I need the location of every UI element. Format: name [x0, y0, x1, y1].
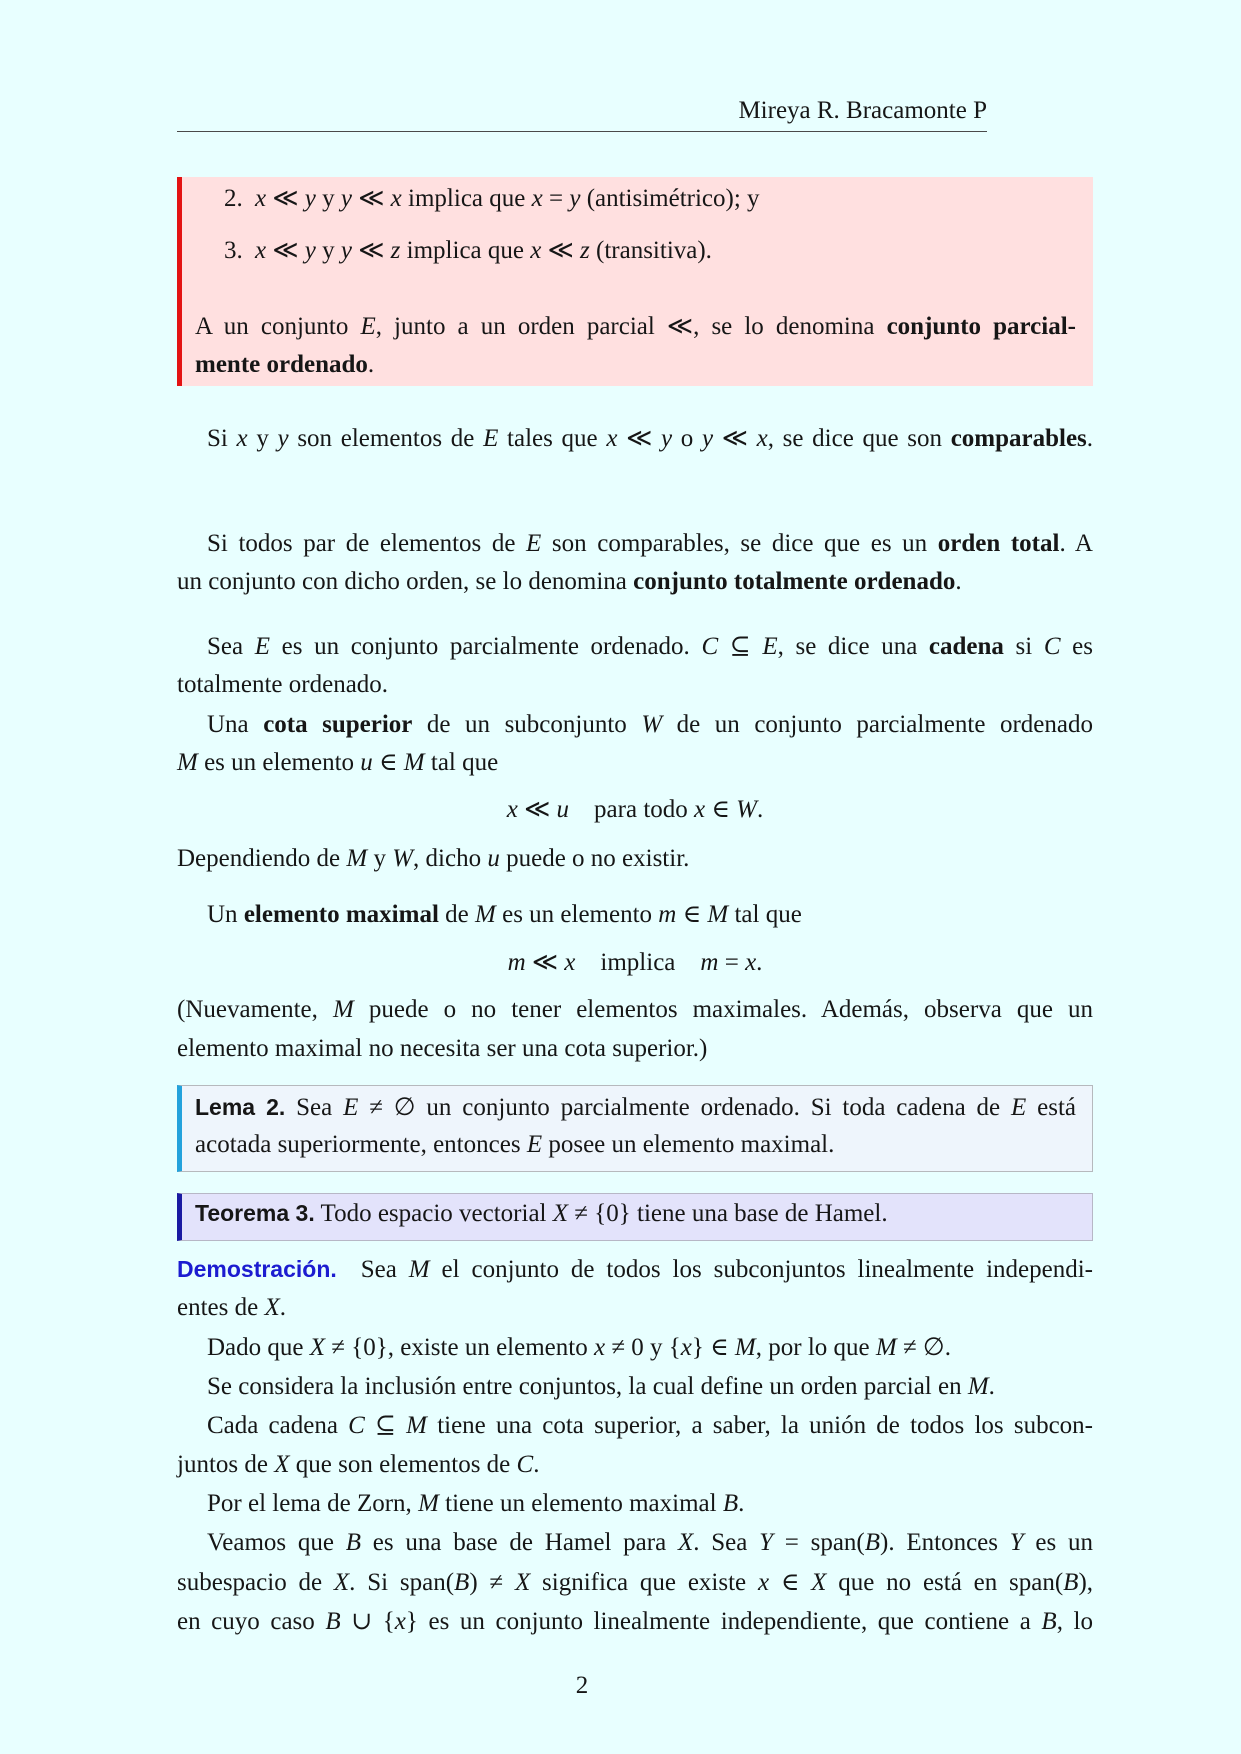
text-run: Un [207, 901, 244, 928]
text-run: = span( [772, 1529, 865, 1556]
text-run: subespacio de [177, 1569, 334, 1596]
paragraph-line [207, 421, 1093, 457]
text-run: o [672, 425, 702, 452]
text-run: ≪ [713, 425, 757, 452]
text-run: , junto a un orden parcial ≪, se lo denomina [375, 313, 887, 340]
bold-term: orden total [937, 530, 1060, 557]
text-run: . [279, 1294, 286, 1321]
text-run: . [988, 1373, 995, 1400]
page-number: 2 [575, 1672, 589, 1699]
math-variable: x [531, 185, 543, 212]
text-run: y [315, 237, 341, 264]
text-run: de [438, 901, 476, 928]
text-run: (antisimétrico); y [580, 185, 760, 212]
paragraph-line [207, 897, 1093, 933]
math-variable: M [403, 749, 425, 776]
proof-line [177, 1251, 1093, 1287]
text-run: ≪ [352, 237, 391, 264]
math-variable: X [677, 1529, 694, 1556]
text-run: Todo espacio vectorial [314, 1200, 553, 1227]
text-run: que no está en span( [826, 1569, 1064, 1596]
text-run: . Sea [693, 1529, 760, 1556]
math-variable: x [506, 796, 518, 823]
math-variable: W [392, 845, 414, 872]
math-variable: x [564, 949, 576, 976]
text-run: implica que [400, 237, 531, 264]
math-variable: x [694, 796, 706, 823]
proof-line [207, 1408, 1093, 1444]
text-run: puede o no tener elementos maximales. Además, observa que un [353, 996, 1094, 1023]
text-run: A un conjunto [195, 313, 361, 340]
math-variable: y [304, 237, 316, 264]
text-run: Dado que [207, 1334, 310, 1361]
paragraph-line [177, 1031, 1093, 1067]
proof-heading: Demostración. [177, 1256, 337, 1282]
math-variable: E [360, 313, 376, 340]
math-variable: E [343, 1094, 359, 1121]
math-variable: Y [759, 1529, 773, 1556]
text-run: totalmente ordenado. [177, 671, 389, 698]
text-run: ≠ 0 y { [605, 1334, 681, 1361]
text-run: . [367, 351, 375, 378]
text-run: Se considera la inclusión entre conjuntos, la cual define un orden parcial en [207, 1373, 968, 1400]
math-variable: B [1041, 1608, 1057, 1635]
math-variable: M [406, 1412, 427, 1439]
math-variable: x [255, 185, 267, 212]
text-run: Sea [348, 1256, 409, 1283]
text-run: , se dice que son [767, 425, 951, 452]
text-run: Sea [207, 633, 255, 660]
bold-term: conjunto parcial- [886, 313, 1076, 340]
math-variable: x [680, 1334, 692, 1361]
text-run: que son elementos de [289, 1451, 517, 1478]
math-variable: M [707, 901, 729, 928]
math-variable: X [333, 1569, 350, 1596]
text-run: . [756, 949, 763, 976]
text-run: ⊆ [718, 633, 763, 660]
math-variable: z [580, 237, 590, 264]
text-run: Una [207, 711, 264, 738]
math-variable: X [552, 1200, 569, 1227]
text-run: son comparables, se dice que es un [541, 530, 938, 557]
text-run: (transitiva). [589, 237, 712, 264]
text-run: } es un conjunto linealmente independiente, que contiene a [405, 1608, 1042, 1635]
text-run: ≠ ∅ un conjunto parcialmente ordenado. Si toda cadena de [358, 1094, 1011, 1121]
math-variable: E [762, 633, 778, 660]
text-run: tiene una cota superior, a saber, la unión de todos los subcon- [427, 1412, 1093, 1439]
math-variable: M [475, 901, 496, 928]
proof-line [177, 1565, 1093, 1601]
theorem-line [195, 1195, 1076, 1231]
text-run: puede o no existir. [499, 845, 690, 872]
text-run: , por lo que [755, 1334, 876, 1361]
math-variable: C [516, 1451, 534, 1478]
math-variable: B [722, 1490, 739, 1517]
text-run: ≪ [266, 185, 305, 212]
text-run: Veamos que [207, 1529, 346, 1556]
text-run: = [718, 949, 746, 976]
text-run: . [756, 796, 764, 823]
text-run: ). Entonces [880, 1529, 1010, 1556]
text-run: tal que [424, 749, 499, 776]
text-run: es un elemento [495, 901, 659, 928]
math-variable: E [526, 530, 542, 557]
text-run: es una base de Hamel para [361, 1529, 678, 1556]
math-variable: B [454, 1569, 470, 1596]
text-run: ∈ [705, 796, 737, 823]
math-variable: u [556, 796, 570, 823]
math-variable: M [418, 1490, 439, 1517]
paragraph-line [177, 992, 1093, 1028]
text-run: ⊆ [364, 1412, 407, 1439]
text-run: y [247, 425, 278, 452]
text-run: } ∈ [691, 1334, 735, 1361]
math-variable: X [264, 1294, 280, 1321]
text-run: ≠ {0} tiene una base de Hamel. [568, 1200, 888, 1227]
text-run: y [367, 845, 393, 872]
text-run: ∪ { [340, 1608, 395, 1635]
text-run: implica que [401, 185, 532, 212]
text-run: Si todos par de elementos de [207, 530, 527, 557]
text-run: ∈ [372, 749, 404, 776]
header-rule [177, 131, 987, 132]
text-run: ≠ ∅. [896, 1334, 951, 1361]
list-item [224, 181, 1074, 217]
definition-line [195, 309, 1076, 345]
text-run: . [533, 1451, 540, 1478]
text-run: ≪ [617, 425, 661, 452]
text-run: es un [1023, 1529, 1094, 1556]
list-item-number: 2. [224, 185, 243, 212]
math-variable: X [274, 1451, 290, 1478]
math-variable: y [660, 425, 673, 452]
text-run: en cuyo caso [177, 1608, 326, 1635]
list-item-number: 3. [224, 237, 243, 264]
text-run: para todo [569, 796, 695, 823]
paragraph-line [207, 629, 1093, 665]
text-run: entes de [177, 1294, 265, 1321]
math-variable: M [177, 749, 198, 776]
math-variable: B [1063, 1569, 1079, 1596]
list-item [224, 233, 1074, 269]
text-run: . [1086, 425, 1094, 452]
bold-term: elemento maximal [243, 901, 439, 928]
math-variable: E [1010, 1094, 1027, 1121]
math-variable: y [701, 425, 714, 452]
text-run: es [1060, 633, 1093, 660]
text-run: . [738, 1490, 745, 1517]
math-variable: y [340, 185, 352, 212]
math-variable: y [340, 237, 352, 264]
text-run: = [542, 185, 570, 212]
text-run: implica [575, 949, 701, 976]
math-variable: y [304, 185, 316, 212]
text-run: acotada superiormente, entonces [195, 1131, 527, 1158]
proof-line [207, 1330, 1093, 1366]
proof-line [207, 1369, 1093, 1405]
bold-term: conjunto totalmente ordenado [633, 568, 956, 595]
paragraph-line [177, 667, 1093, 703]
text-run: ), [1078, 1569, 1094, 1596]
math-variable: C [348, 1412, 365, 1439]
math-variable: B [345, 1529, 362, 1556]
text-run: está [1026, 1094, 1076, 1121]
definition-line [195, 347, 1076, 383]
math-variable: x [255, 237, 267, 264]
math-variable: M [875, 1334, 897, 1361]
math-variable: y [277, 425, 289, 452]
text-run: ≪ [525, 949, 565, 976]
text-run: , lo [1056, 1608, 1093, 1635]
text-run: y [315, 185, 341, 212]
text-run: ∈ [676, 901, 708, 928]
bold-term: cota superior [263, 711, 413, 738]
proof-line [177, 1290, 1093, 1326]
math-variable: x [757, 1569, 770, 1596]
text-run: ∈ [769, 1569, 812, 1596]
paragraph-line [207, 707, 1093, 743]
bold-term: comparables [950, 425, 1087, 452]
text-run: si [1003, 633, 1044, 660]
math-variable: C [701, 633, 719, 660]
math-variable: m [658, 901, 677, 928]
bold-term: mente ordenado [195, 351, 368, 378]
math-variable: u [360, 749, 373, 776]
text-run: elemento maximal no necesita ser una cota superior.) [177, 1035, 708, 1062]
math-variable: E [254, 633, 271, 660]
math-variable: E [483, 425, 499, 452]
math-variable: x [236, 425, 248, 452]
text-run: ≠ {0}, existe un elemento [325, 1334, 594, 1361]
text-run: . Si span( [349, 1569, 455, 1596]
math-variable: u [487, 845, 500, 872]
text-run: tal que [728, 901, 802, 928]
text-run: Por el lema de Zorn, [207, 1490, 419, 1517]
math-variable: x [593, 1334, 606, 1361]
proof-line [207, 1525, 1093, 1561]
list-item-text [255, 185, 760, 212]
math-variable: M [346, 845, 368, 872]
proof-line [207, 1486, 1093, 1522]
paragraph-line [177, 745, 1093, 781]
text-run: (Nuevamente, [177, 996, 333, 1023]
text-run: es un elemento [197, 749, 361, 776]
paragraph-line [177, 841, 1093, 877]
math-variable: X [514, 1569, 531, 1596]
running-head: Mireya R. Bracamonte P [738, 97, 987, 124]
math-variable: E [526, 1131, 543, 1158]
text-run: ≪ [266, 237, 305, 264]
math-variable: C [1043, 633, 1061, 660]
text-run: . A [1059, 530, 1093, 557]
text-run: Si [207, 425, 237, 452]
paragraph-line [207, 526, 1093, 562]
text-run: ) ≠ [469, 1569, 515, 1596]
text-run: es un conjunto parcialmente ordenado. [270, 633, 702, 660]
text-run: tiene un elemento maximal [438, 1490, 723, 1517]
list-item-text [255, 237, 712, 264]
text-run: ≪ [517, 796, 557, 823]
text-run: , dicho [413, 845, 488, 872]
display-equation [177, 945, 1093, 981]
text-run: significa que existe [530, 1569, 758, 1596]
math-variable: B [325, 1608, 341, 1635]
math-variable: Y [1009, 1529, 1024, 1556]
math-variable: z [390, 237, 401, 264]
lemma-line [195, 1127, 1076, 1163]
math-variable: M [408, 1256, 430, 1283]
paragraph-line [177, 564, 1093, 600]
text-run: ≪ [352, 185, 391, 212]
math-variable: X [811, 1569, 827, 1596]
math-variable: W [641, 711, 663, 738]
bold-term: cadena [928, 633, 1004, 660]
math-variable: X [309, 1334, 326, 1361]
math-variable: m [700, 949, 719, 976]
text-run: el conjunto de todos los subconjuntos linealmente independi- [429, 1256, 1093, 1283]
text-run: Cada cadena [207, 1412, 349, 1439]
text-run: ≪ [541, 237, 581, 264]
proof-line [177, 1447, 1093, 1483]
math-variable: M [967, 1373, 989, 1400]
math-variable: M [734, 1334, 756, 1361]
math-variable: x [530, 237, 542, 264]
math-variable: x [745, 949, 757, 976]
math-variable: x [394, 1608, 406, 1635]
text-run: . [955, 568, 962, 595]
text-run: juntos de [177, 1451, 275, 1478]
lemma-line [195, 1089, 1076, 1125]
text-run: de un conjunto parcialmente ordenado [662, 711, 1093, 738]
math-variable: x [390, 185, 402, 212]
math-variable: M [332, 996, 354, 1023]
text-run: son elementos de [288, 425, 484, 452]
text-run: Sea [285, 1094, 344, 1121]
proof-line [177, 1604, 1093, 1640]
math-variable: y [569, 185, 581, 212]
display-equation [177, 792, 1093, 828]
text-run: tales que [498, 425, 607, 452]
math-variable: m [507, 949, 526, 976]
text-run: Dependiendo de [177, 845, 347, 872]
math-variable: x [756, 425, 768, 452]
math-variable: B [864, 1529, 881, 1556]
text-run: , se dice una [777, 633, 929, 660]
text-run: posee un elemento maximal. [542, 1131, 835, 1158]
text-run: de un subconjunto [412, 711, 642, 738]
math-variable: W [736, 796, 757, 823]
environment-heading: Teorema 3. [195, 1200, 315, 1226]
text-run: un conjunto con dicho orden, se lo denomina [177, 568, 634, 595]
math-variable: x [606, 425, 618, 452]
environment-heading: Lema 2. [195, 1094, 286, 1120]
